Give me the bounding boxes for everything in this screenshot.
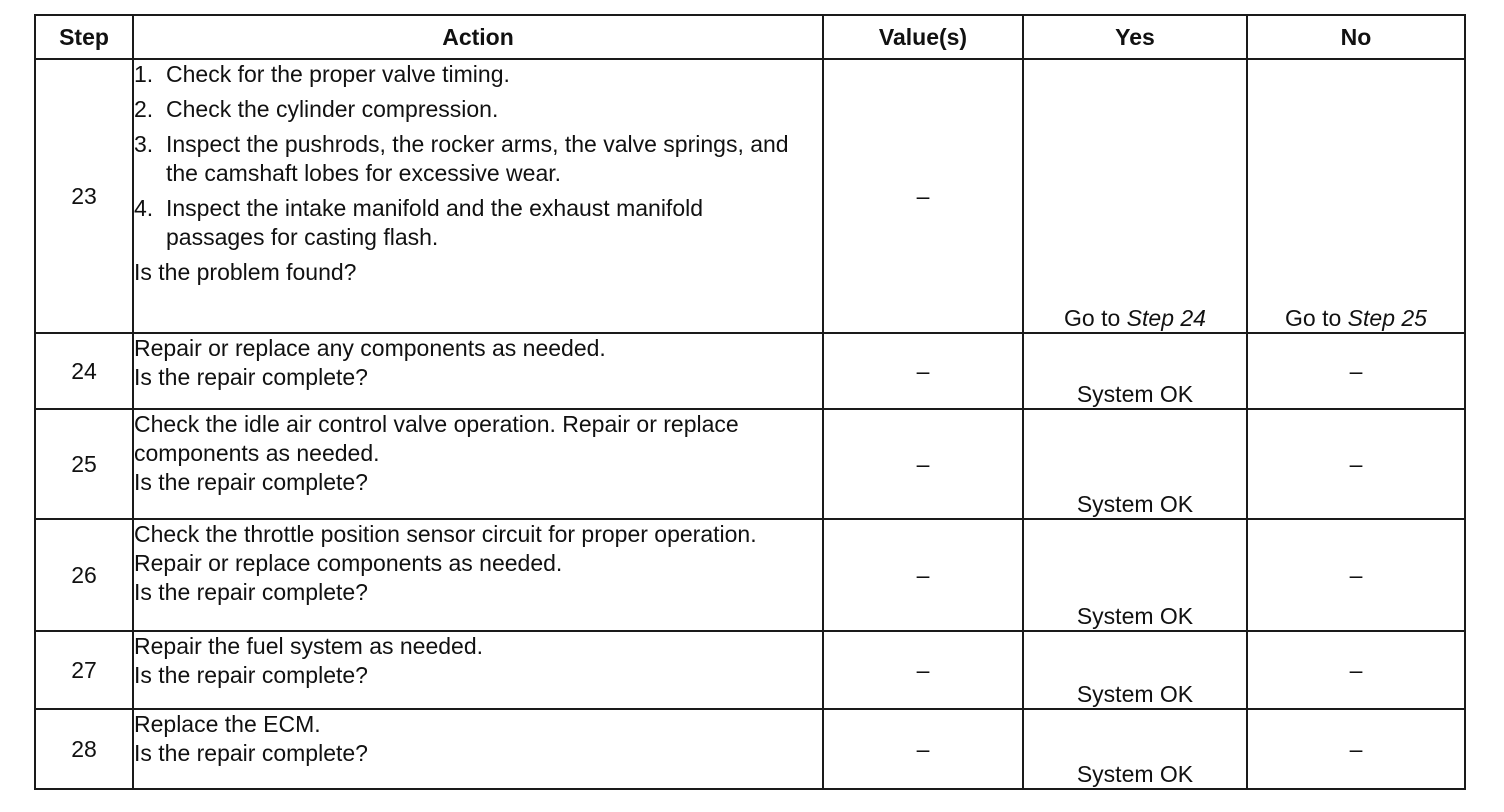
value-dash: – <box>916 450 930 477</box>
action-cell <box>133 631 823 709</box>
action-text: Repair or replace any components as needed. <box>134 335 606 361</box>
checklist-item-number: 4. <box>134 195 154 221</box>
action-cell <box>133 333 823 409</box>
action-question: Is the repair complete? <box>134 364 368 390</box>
step-number: 24 <box>35 333 133 409</box>
value-cell <box>823 631 1023 709</box>
no-goto-step: Step 25 <box>1347 305 1427 331</box>
action-question: Is the repair complete? <box>134 740 368 766</box>
table-row-step-24 <box>35 333 1465 409</box>
action-question: Is the repair complete? <box>134 579 368 605</box>
yes-cell: System OK <box>1023 631 1247 709</box>
diagnostic-table <box>34 14 1466 790</box>
action-cell <box>133 519 823 631</box>
yes-cell: System OK <box>1023 519 1247 631</box>
action-cell <box>133 709 823 789</box>
yes-cell: System OK <box>1023 709 1247 789</box>
header-no: No <box>1247 15 1465 59</box>
table-row-step-27 <box>35 631 1465 709</box>
checklist-item <box>134 60 822 89</box>
action-cell <box>133 409 823 519</box>
action-question: Is the repair complete? <box>134 469 368 495</box>
value-dash: – <box>916 357 930 384</box>
header-action: Action <box>133 15 823 59</box>
table-header <box>35 15 1465 59</box>
value-cell <box>823 409 1023 519</box>
step-number: 28 <box>35 709 133 789</box>
yes-cell <box>1023 59 1247 333</box>
action-text: Check the idle air control valve operation. Repair or replace components as needed. <box>134 411 739 466</box>
no-cell: – <box>1247 409 1465 519</box>
action-question: Is the repair complete? <box>134 662 368 688</box>
action-text: Check the throttle position sensor circuit for proper operation. Repair or replace components as needed. <box>134 521 757 576</box>
step-number: 23 <box>35 59 133 333</box>
yes-goto-step: Step 24 <box>1126 305 1206 331</box>
action-text: Repair the fuel system as needed. <box>134 633 484 659</box>
step-number: 27 <box>35 631 133 709</box>
value-dash: – <box>916 735 930 762</box>
yes-goto-prefix: Go to <box>1064 305 1127 331</box>
checklist-item <box>134 130 822 188</box>
action-cell <box>133 59 823 333</box>
no-cell: – <box>1247 333 1465 409</box>
action-text: Replace the ECM. <box>134 711 321 737</box>
checklist-item <box>134 194 822 252</box>
no-cell <box>1247 59 1465 333</box>
header-yes: Yes <box>1023 15 1247 59</box>
value-cell <box>823 519 1023 631</box>
value-dash: – <box>916 656 930 683</box>
checklist-item-number: 3. <box>134 131 154 157</box>
checklist-item-text: Inspect the pushrods, the rocker arms, the valve springs, and the camshaft lobes for excessive wear. <box>166 131 789 186</box>
action-checklist <box>134 60 822 252</box>
no-cell: – <box>1247 709 1465 789</box>
value-cell <box>823 59 1023 333</box>
no-cell: – <box>1247 631 1465 709</box>
header-values: Value(s) <box>823 15 1023 59</box>
checklist-item-text: Check the cylinder compression. <box>166 96 499 122</box>
value-dash: – <box>916 182 930 209</box>
table-row-step-26 <box>35 519 1465 631</box>
value-cell <box>823 709 1023 789</box>
yes-cell: System OK <box>1023 333 1247 409</box>
table-row-step-25 <box>35 409 1465 519</box>
checklist-item-text: Inspect the intake manifold and the exhaust manifold passages for casting flash. <box>166 195 704 250</box>
header-step: Step <box>35 15 133 59</box>
checklist-item-number: 1. <box>134 61 154 87</box>
yes-cell: System OK <box>1023 409 1247 519</box>
step-number: 26 <box>35 519 133 631</box>
table-row-step-23 <box>35 59 1465 333</box>
action-question: Is the problem found? <box>134 259 357 285</box>
table-row-step-28 <box>35 709 1465 789</box>
checklist-item-number: 2. <box>134 96 154 122</box>
checklist-item <box>134 95 822 124</box>
value-cell <box>823 333 1023 409</box>
checklist-item-text: Check for the proper valve timing. <box>166 61 510 87</box>
step-number: 25 <box>35 409 133 519</box>
value-dash: – <box>916 561 930 588</box>
no-cell: – <box>1247 519 1465 631</box>
no-goto-prefix: Go to <box>1285 305 1348 331</box>
